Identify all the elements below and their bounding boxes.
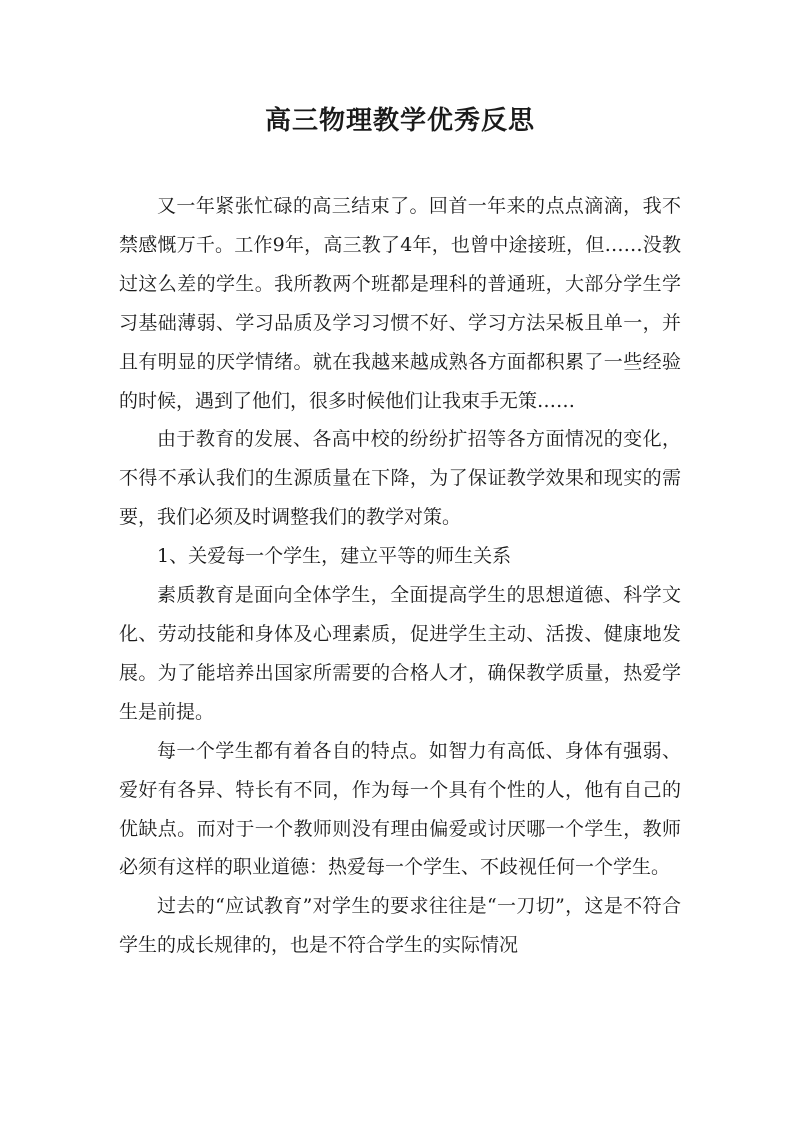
paragraph-5: 过去的“应试教育”对学生的要求往往是“一刀切”，这是不符合学生的成长规律的，也是不符合学生的实际情况 (119, 895, 681, 957)
paragraph-2: 由于教育的发展、各高中校的纷纷扩招等各方面情况的变化，不得不承认我们的生源质量在下降，为了保证教学效果和现实的需要，我们必须及时调整我们的教学对策。 (119, 428, 681, 529)
document-body (119, 187, 681, 965)
section-heading-1: 1、关爱每一个学生，建立平等的师生关系 (157, 545, 512, 568)
paragraph-3: 素质教育是面向全体学生，全面提高学生的思想道德、科学文化、劳动技能和身体及心理素质，促进学生主动、活拨、健康地发展。为了能培养出国家所需要的合格人才，确保教学质量，热爱学生是前提。 (119, 584, 681, 723)
document-title: 高三物理教学优秀反思 (264, 106, 535, 136)
paragraph-4: 每一个学生都有着各自的特点。如智力有高低、身体有强弱、爱好有各异、特长有不同，作为每一个具有个性的人，他有自己的优缺点。而对于一个教师则没有理由偏爱或讨厌哪一个学生，教师必须有这样的职业道德：热爱每一个学生、不歧视任何一个学生。 (119, 739, 681, 879)
paragraph-1: 又一年紧张忙碌的高三结束了。回首一年来的点点滴滴，我不禁感慨万千。工作9年，高三教了4年，也曾中途接班，但……没教过这么差的学生。我所教两个班都是理科的普通班，大部分学生学习基础薄弱、学习品质及学习习惯不好、学习方法呆板且单一，并且有明显的厌学情绪。就在我越来越成熟各方面都积累了一些经验的时候，遇到了他们，很多时候他们让我束手无策…… (119, 195, 681, 412)
